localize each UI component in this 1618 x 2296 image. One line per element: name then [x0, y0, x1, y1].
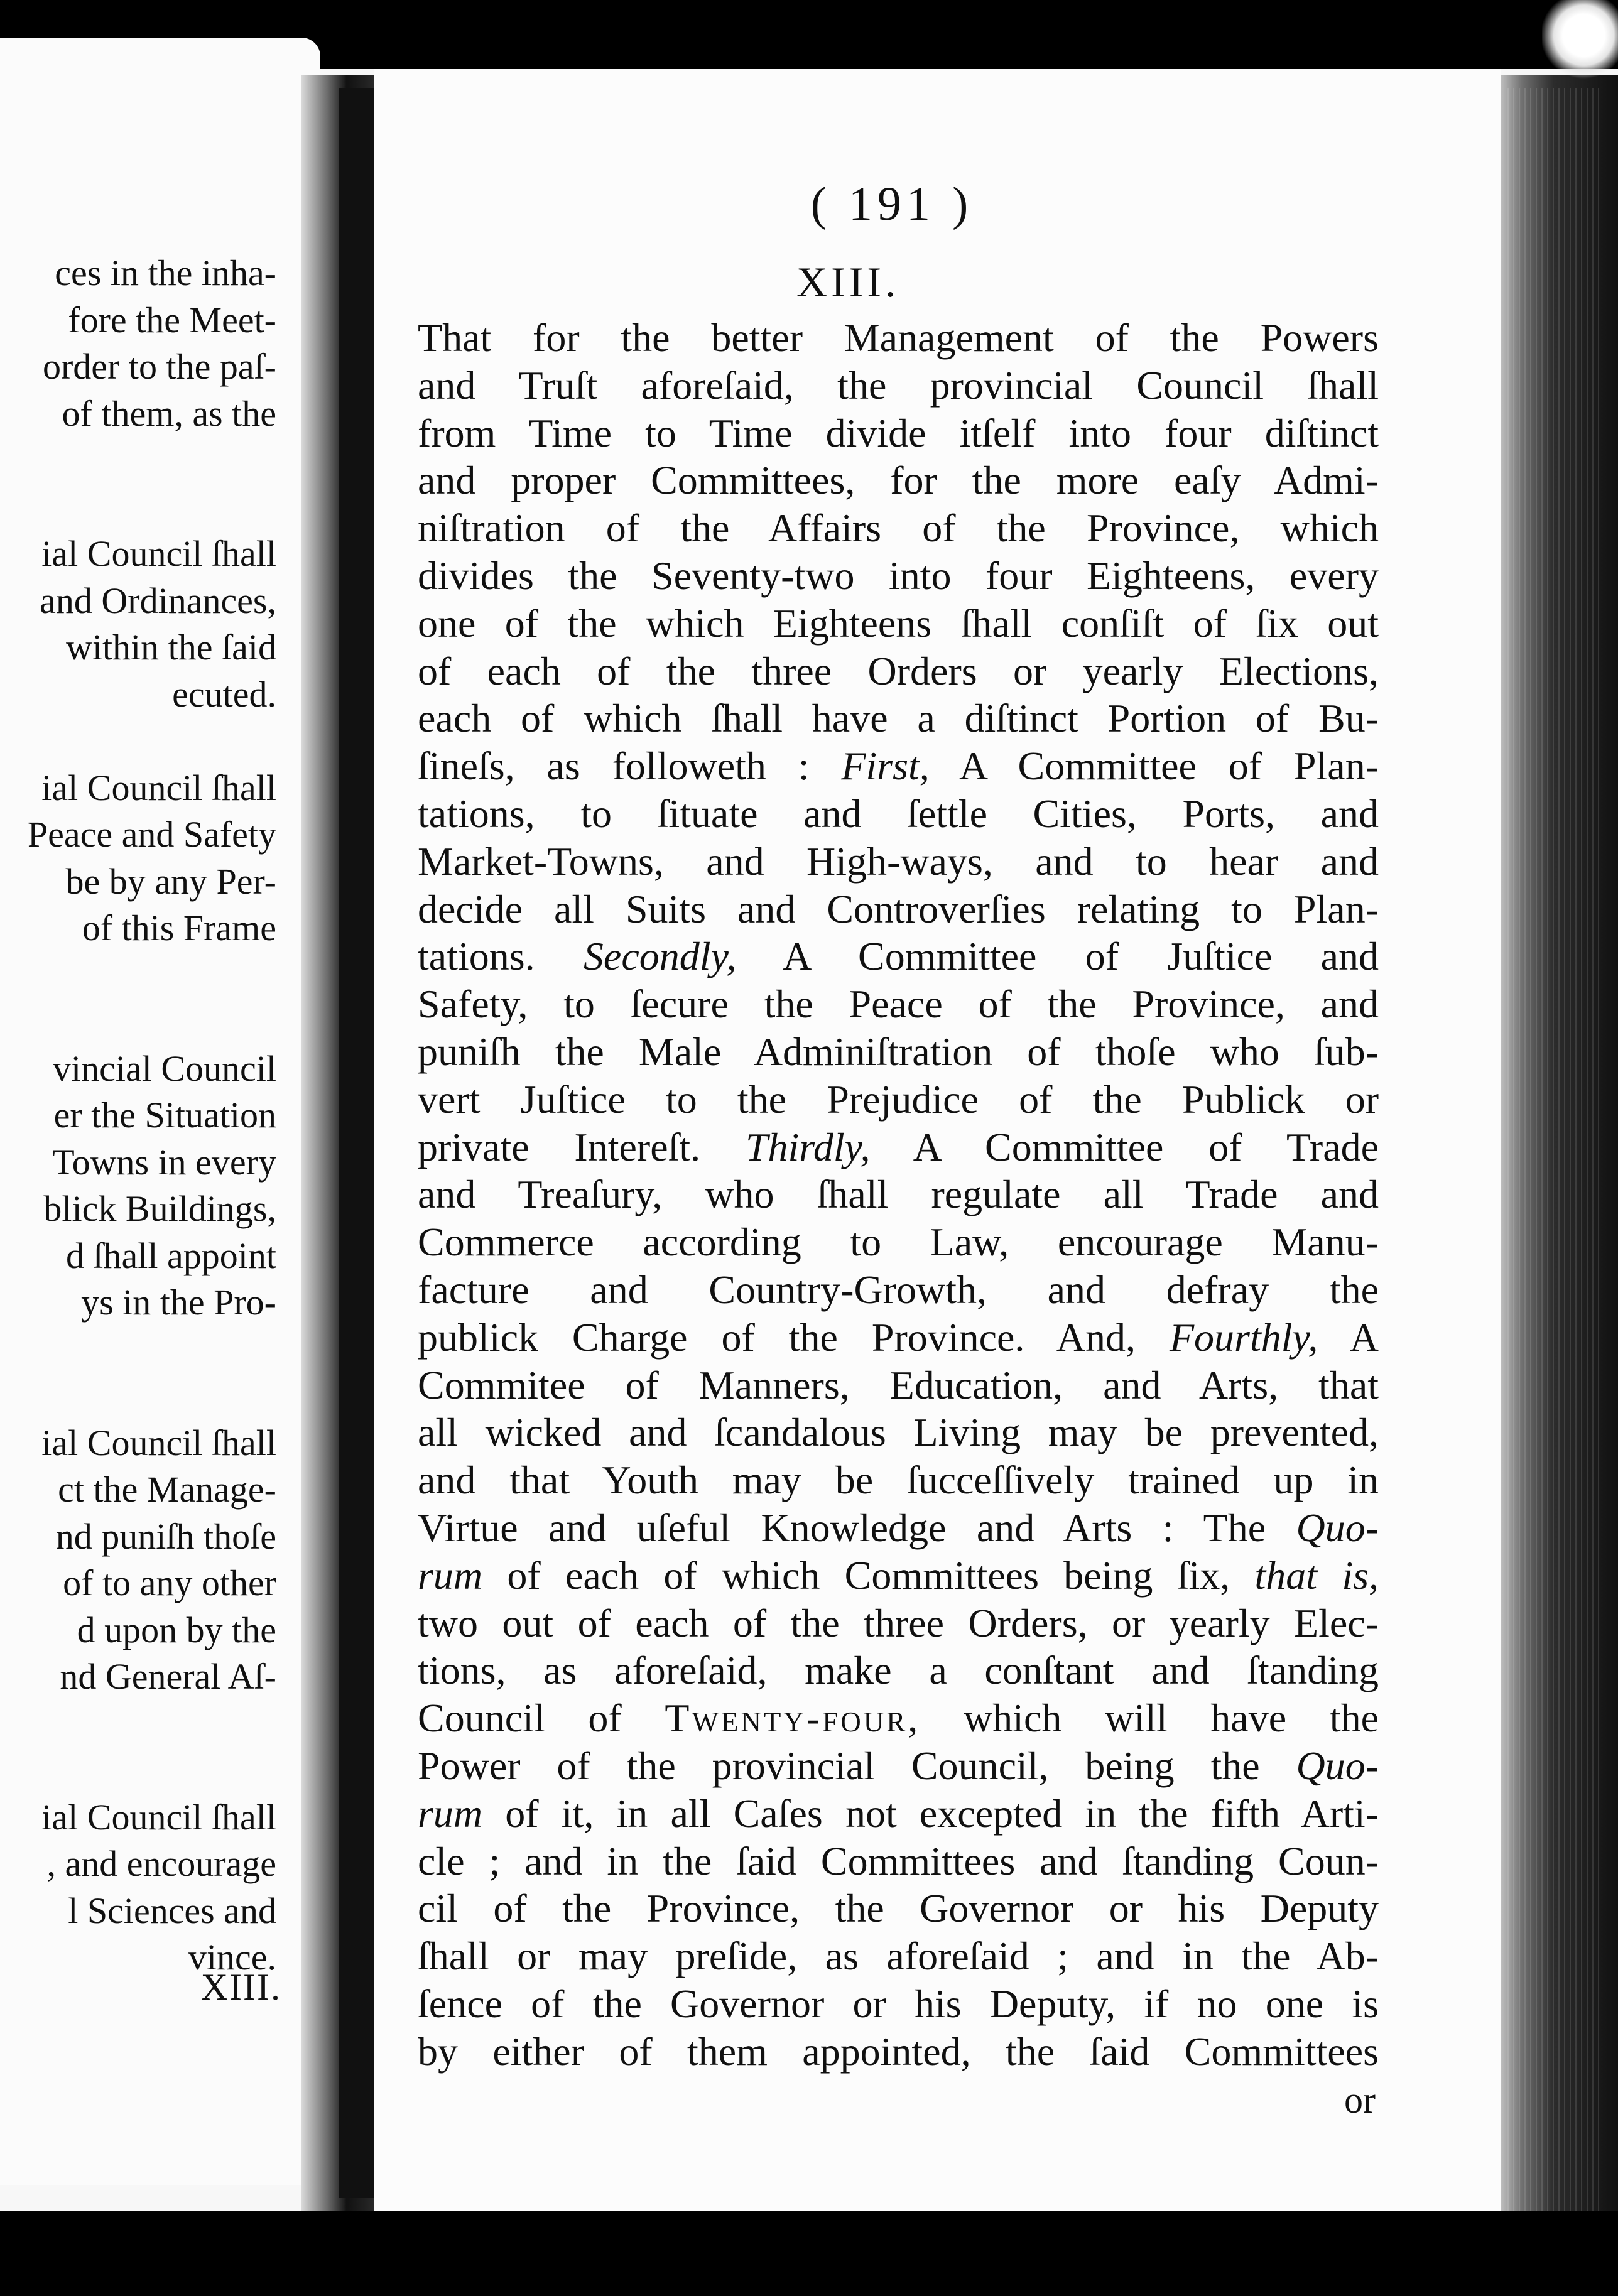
- text-line: [418, 695, 1379, 742]
- text-line: [418, 1600, 1379, 1647]
- text-segment: tations.: [418, 934, 584, 978]
- left-page-catchword: XIII.: [200, 1966, 281, 2008]
- text-line: [418, 2028, 1379, 2076]
- text-segment: Market-Towns, and High-ways, and to hear and: [418, 839, 1379, 884]
- left-text-line: ecuted.: [172, 674, 276, 715]
- left-text-line: l Sciences and: [68, 1890, 276, 1931]
- text-line: [418, 1171, 1379, 1218]
- left-text-line: ial Council ſhall: [41, 767, 276, 808]
- text-line: [418, 1552, 1379, 1600]
- text-segment: and Truſt aforeſaid, the provincial Council ſhall: [418, 363, 1379, 408]
- text-line: [418, 600, 1379, 647]
- left-text-line: Towns in every: [52, 1142, 276, 1183]
- text-line: [418, 1409, 1379, 1456]
- text-segment: decide all Suits and Controverſies relating to Plan-: [418, 887, 1379, 931]
- text-segment: Secondly,: [583, 934, 737, 978]
- text-segment: Fourthly,: [1169, 1315, 1318, 1360]
- text-line: [418, 314, 1379, 362]
- text-segment: A Committee of Juſtice and: [736, 934, 1379, 978]
- left-text-line: of them, as the: [62, 393, 276, 434]
- left-text-line: ial Council ſhall: [41, 1422, 276, 1463]
- text-segment: Quo-: [1296, 1505, 1379, 1550]
- text-line: [418, 1076, 1379, 1124]
- left-text-line: order to the paſ-: [42, 346, 276, 387]
- text-segment: Council of: [418, 1696, 665, 1740]
- text-line: [418, 1456, 1379, 1504]
- left-text-line: ial Council ſhall: [41, 533, 276, 574]
- text-segment: niſtration of the Affairs of the Province, which: [418, 506, 1379, 550]
- text-segment: two out of each of the three Orders, or yearly Elec-: [418, 1601, 1379, 1645]
- text-segment: of each of which Committees being ſix,: [482, 1553, 1255, 1598]
- text-segment: Virtue and uſeful Knowledge and Arts : The: [418, 1505, 1296, 1550]
- left-text-line: ces in the inha-: [55, 252, 276, 293]
- text-line: [418, 552, 1379, 600]
- text-line: [418, 1647, 1379, 1694]
- text-segment: Power of the provincial Council, being the: [418, 1743, 1296, 1788]
- text-line: [418, 457, 1379, 504]
- text-line: [418, 362, 1379, 409]
- text-segment: puniſh the Male Adminiſtration of thoſe who ſub-: [418, 1029, 1379, 1074]
- text-line: [418, 1694, 1379, 1742]
- text-line: [418, 1266, 1379, 1314]
- text-segment: from Time to Time divide itſelf into four diſtinct: [418, 411, 1379, 455]
- text-line: [418, 1838, 1379, 1885]
- scan-blot: [1542, 0, 1618, 79]
- page-number: ( 191 ): [810, 178, 974, 230]
- left-text-line: of this Frame: [82, 907, 276, 948]
- text-line: [418, 790, 1379, 838]
- text-segment: ſhall or may preſide, as aforeſaid ; and in the Ab-: [418, 1934, 1379, 1978]
- page-edge-lines: [1507, 88, 1602, 2211]
- text-segment: vert Juſtice to the Prejudice of the Publick or: [418, 1077, 1379, 1122]
- text-line: [418, 1362, 1379, 1409]
- text-segment: A Committee of Plan-: [929, 744, 1379, 788]
- text-segment: private Intereſt.: [418, 1125, 746, 1169]
- text-line: [418, 1742, 1379, 1790]
- left-text-line: ial Council ſhall: [41, 1797, 276, 1838]
- text-line: [418, 838, 1379, 885]
- text-line: [418, 409, 1379, 457]
- text-line: [418, 504, 1379, 552]
- text-segment: tions, as aforeſaid, make a conſtant and ſtanding: [418, 1648, 1379, 1692]
- text-segment: of it, in all Caſes not excepted in the fifth Arti-: [482, 1791, 1379, 1836]
- text-segment: Twenty-four,: [665, 1696, 921, 1740]
- left-text-line: d ſhall appoint: [65, 1235, 276, 1276]
- text-segment: by either of them appointed, the ſaid Committees: [418, 2029, 1379, 2074]
- text-segment: all wicked and ſcandalous Living may be prevented,: [418, 1410, 1379, 1454]
- left-text-line: ct the Manage-: [58, 1469, 276, 1510]
- text-line: [418, 1504, 1379, 1552]
- text-segment: facture and Country-Growth, and defray the: [418, 1267, 1379, 1312]
- text-segment: Quo-: [1296, 1743, 1379, 1788]
- text-segment: Thirdly,: [745, 1125, 871, 1169]
- text-line: [418, 1314, 1379, 1362]
- left-text-line: , and encourage: [46, 1843, 276, 1884]
- left-text-line: fore the Meet-: [68, 300, 276, 340]
- text-line: [418, 933, 1379, 980]
- catchword: or: [1344, 2079, 1376, 2121]
- left-text-line: nd General Aſ-: [60, 1656, 276, 1697]
- left-text-line: of to any other: [63, 1562, 276, 1603]
- gutter-shadow: [339, 88, 377, 2198]
- left-text-line: be by any Per-: [65, 861, 276, 902]
- left-text-line: ys in the Pro-: [81, 1282, 276, 1323]
- text-line: [418, 647, 1379, 695]
- text-segment: cle ; and in the ſaid Committees and ſtanding Coun-: [418, 1839, 1379, 1883]
- text-segment: First,: [841, 744, 930, 788]
- text-segment: one of the which Eighteens ſhall conſiſt of ſix out: [418, 601, 1379, 646]
- text-segment: Commitee of Manners, Education, and Arts, that: [418, 1363, 1379, 1407]
- text-line: [418, 1028, 1379, 1076]
- text-segment: ſineſs, as followeth :: [418, 744, 842, 788]
- text-line: [418, 980, 1379, 1028]
- text-segment: Commerce according to Law, encourage Manu-: [418, 1220, 1379, 1264]
- left-text-line: and Ordinances,: [40, 580, 276, 621]
- text-segment: rum: [418, 1791, 483, 1836]
- left-text-line: nd puniſh thoſe: [55, 1516, 276, 1557]
- text-line: [418, 1218, 1379, 1266]
- text-segment: Safety, to ſecure the Peace of the Province, and: [418, 982, 1379, 1026]
- text-segment: cil of the Province, the Governor or his Deputy: [418, 1886, 1379, 1930]
- section-heading: XIII.: [796, 258, 900, 306]
- text-line: [418, 1790, 1379, 1838]
- left-text-line: vincial Council: [53, 1048, 276, 1089]
- text-line: [418, 885, 1379, 933]
- left-text-line: within the ſaid: [65, 627, 276, 668]
- text-segment: A Committee of Trade: [870, 1125, 1379, 1169]
- text-line: [418, 742, 1379, 790]
- text-segment: publick Charge of the Province. And,: [418, 1315, 1170, 1360]
- left-text-line: er the Situation: [53, 1095, 276, 1135]
- text-segment: each of which ſhall have a diſtinct Portion of Bu-: [418, 696, 1379, 740]
- text-segment: rum: [418, 1553, 483, 1598]
- text-segment: That for the better Management of the Powers: [418, 315, 1379, 360]
- text-segment: of each of the three Orders or yearly Elections,: [418, 649, 1379, 693]
- text-line: [418, 1932, 1379, 1980]
- text-line: [418, 1885, 1379, 1932]
- text-line: [418, 1980, 1379, 2028]
- left-text-line: vince.: [188, 1937, 276, 1978]
- text-segment: and Treaſury, who ſhall regulate all Trade and: [418, 1172, 1379, 1216]
- scan-bottom-border: [0, 2211, 1618, 2296]
- text-segment: and proper Committees, for the more eaſy Admi-: [418, 458, 1379, 502]
- text-segment: and that Youth may be ſucceſſively trained up in: [418, 1458, 1379, 1502]
- left-text-line: d upon by the: [77, 1610, 276, 1650]
- left-text-line: Peace and Safety: [27, 814, 276, 855]
- text-segment: tations, to ſituate and ſettle Cities, Ports, and: [418, 791, 1379, 836]
- text-segment: that is,: [1254, 1553, 1379, 1598]
- text-segment: A: [1318, 1315, 1379, 1360]
- text-segment: divides the Seventy-two into four Eighteens, every: [418, 553, 1379, 598]
- text-line: [418, 1124, 1379, 1171]
- left-text-line: blick Buildings,: [43, 1188, 276, 1229]
- text-segment: ſence of the Governor or his Deputy, if no one is: [418, 1981, 1379, 2026]
- text-segment: which will have the: [920, 1696, 1379, 1740]
